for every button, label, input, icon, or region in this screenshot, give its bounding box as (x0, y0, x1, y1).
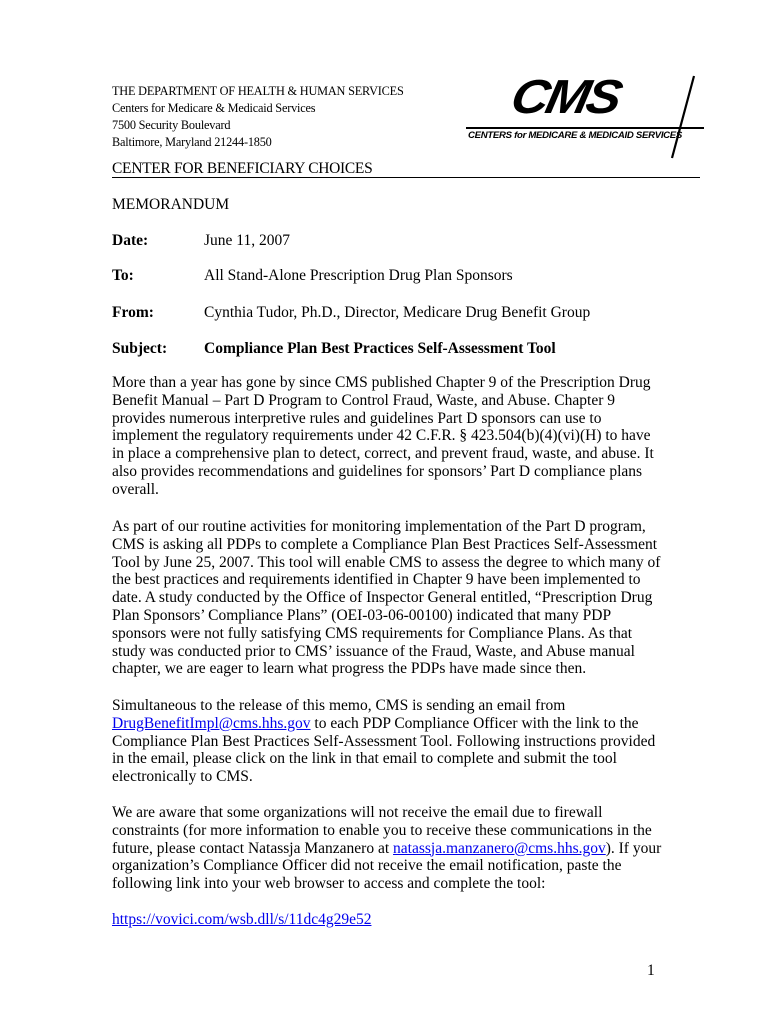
body-paragraph-3 (112, 697, 664, 786)
date-label: Date: (112, 232, 149, 249)
date-value: June 11, 2007 (204, 232, 290, 249)
paragraph-chapter-9: More than a year has gone by since CMS published Chapter 9 of the Prescription Drug Benefit Manual – Part D Program to Control Fraud, Waste, and Abuse. Chapter 9 provides numerous interpretive rules and guidelines Part D sponsors can use to implement the regulatory requirements under 42 C.F.R. § 423.504(b)(4)(vi)(H) to have in place a comprehensive plan to detect, correct, and prevent fraud, waste, and abuse. It also provides recommendations and guidelines for sponsors’ Part D compliance plans overall. (112, 374, 654, 498)
from-label: From: (112, 304, 154, 321)
from-value: Cynthia Tudor, Ph.D., Director, Medicare Drug Benefit Group (204, 304, 591, 321)
paragraph-firewall (112, 804, 664, 893)
address-line-city: Baltimore, Maryland 21244-1850 (112, 135, 272, 149)
address-line-department: THE DEPARTMENT OF HEALTH & HUMAN SERVICES (112, 84, 404, 98)
to-label: To: (112, 267, 134, 284)
title-divider (112, 177, 700, 178)
subject-label: Subject: (112, 340, 168, 357)
to-value: All Stand-Alone Prescription Drug Plan Sponsors (204, 267, 513, 284)
page-number: 1 (647, 962, 655, 979)
letterhead-address (112, 83, 432, 151)
body-paragraph-1 (112, 374, 664, 499)
center-title: CENTER FOR BENEFICIARY CHOICES (112, 160, 373, 177)
subject-value: Compliance Plan Best Practices Self-Assessment Tool (204, 340, 556, 357)
paragraph-email-notice (112, 697, 664, 786)
p3-text-before: Simultaneous to the release of this memo, CMS is sending an email from (112, 697, 566, 714)
contact-email-link[interactable]: natassja.manzanero@cms.hhs.gov (393, 839, 606, 857)
self-assessment-tool-link[interactable]: https://vovici.com/wsb.dll/s/11dc4g29e52 (112, 911, 372, 928)
p4-text-before: We are aware that some organizations will not receive the email due to firewall constraints (for more information to enable you to receive these communications in the future, please contact Natassja Manzanero at (112, 804, 652, 857)
body-tool-link-row (112, 911, 664, 929)
cms-logo (460, 70, 710, 160)
paragraph-routine-activities: As part of our routine activities for monitoring implementation of the Part D program, CMS is asking all PDPs to complete a Compliance Plan Best Practices Self-Assessment Tool by June 25, 2007. This tool will enable CMS to assess the degree to which many of the best practices and requirements identified in Chapter 9 have been implemented to date. A study conducted by the Office of Inspector General entitled, “Prescription Drug Plan Sponsors’ Compliance Plans” (OEI-03-06-00100) indicated that many PDP sponsors were not fully satisfying CMS requirements for Compliance Plans. As that study was conducted prior to CMS’ issuance of the Fraud, Waste, and Abuse manual chapter, we are eager to learn what progress the PDPs have made since then. (112, 518, 661, 678)
address-line-street: 7500 Security Boulevard (112, 118, 231, 132)
cms-logo-wordmark: CMS (506, 70, 625, 125)
body-paragraph-4 (112, 804, 664, 893)
drug-benefit-email-link[interactable]: DrugBenefitImpl@cms.hhs.gov (112, 714, 311, 732)
body-paragraph-2 (112, 518, 664, 678)
cms-logo-subtitle: CENTERS for MEDICARE & MEDICAID SERVICES (468, 130, 683, 141)
p3-text-after: to each PDP Compliance Officer with the link to the Compliance Plan Best Practices Self-Assessment Tool. Following instructions provided in the email, please click on the link in that email to complete and submit the tool electronically to CMS. (112, 714, 656, 786)
p4-text-after: ). If your organization’s Compliance Officer did not receive the email notification, paste the following link into your web browser to access and complete the tool: (112, 839, 662, 893)
address-line-agency: Centers for Medicare & Medicaid Services (112, 101, 316, 115)
memorandum-label: MEMORANDUM (112, 196, 230, 213)
